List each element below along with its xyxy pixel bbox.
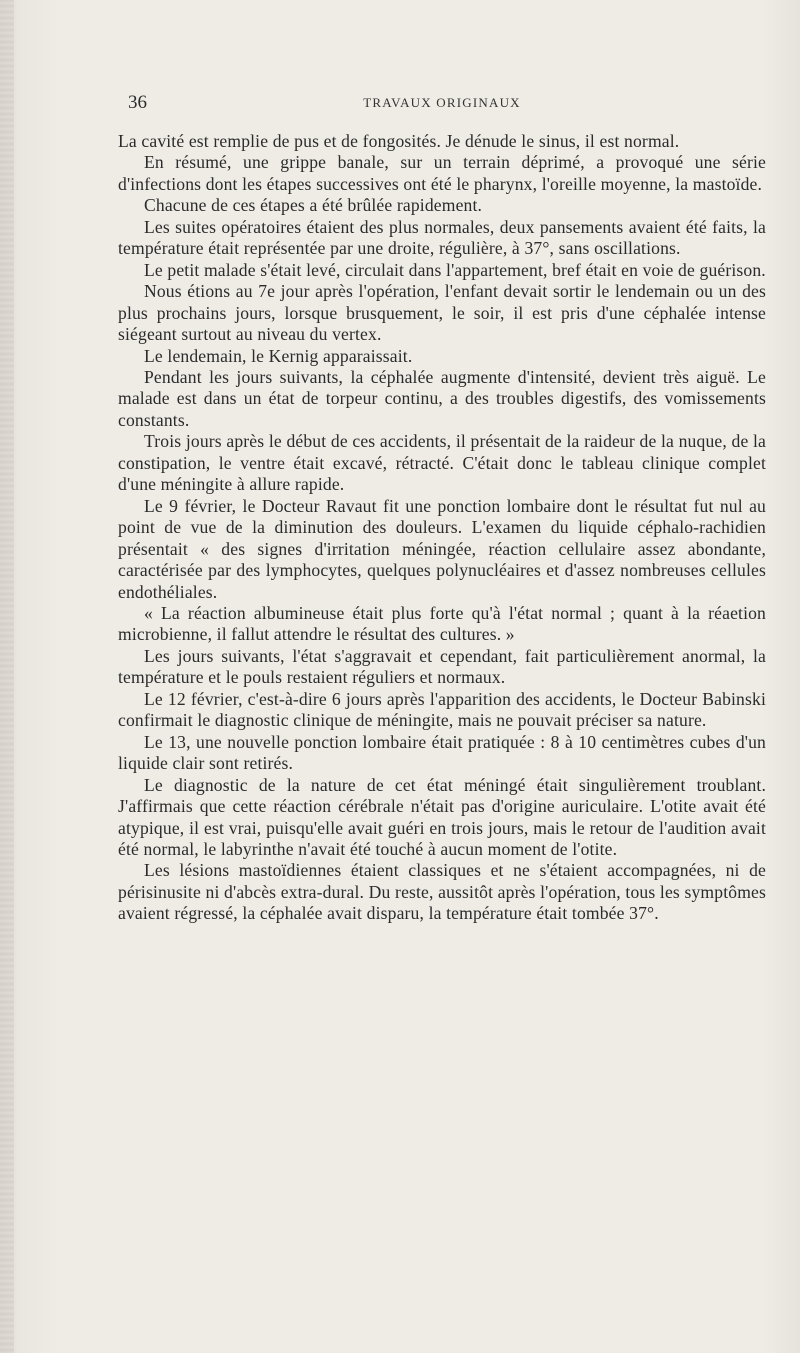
paragraph: Chacune de ces étapes a été brûlée rapidement. bbox=[144, 195, 483, 216]
paragraph: Le 12 février, c'est-à-dire 6 jours après l'apparition des accidents, le Docteur Babinski confirmait le diagnostic clinique de méningite, mais ne pouvait préciser sa nature. bbox=[118, 688, 766, 731]
body-text bbox=[118, 131, 766, 925]
paragraph: Nous étions au 7e jour après l'opération, l'enfant devait sortir le lendemain ou un des plus prochains jours, lorsque brusquement, le soir, il est pris d'une céphalée intense siégeant surtout au niveau du vertex. bbox=[118, 281, 766, 345]
paragraph: Le lendemain, le Kernig apparaissait. bbox=[144, 345, 413, 366]
running-title: TRAVAUX ORIGINAUX bbox=[363, 95, 521, 110]
paragraph: Les lésions mastoïdiennes étaient classiques et ne s'étaient accompagnées, ni de périsinusite ni d'abcès extra-dural. Du reste, aussitôt après l'opération, tous les symptômes avaient régressé, la céphalée avait disparu, la température était tombée 37°. bbox=[118, 860, 766, 924]
paragraph: En résumé, une grippe banale, sur un terrain déprimé, a provoqué une série d'infections dont les étapes successives ont été le pharynx, l'oreille moyenne, la mastoïde. bbox=[118, 152, 766, 194]
paragraph: Les jours suivants, l'état s'aggravait et cependant, fait particulièrement anormal, la température et le pouls restaient réguliers et normaux. bbox=[118, 645, 766, 688]
paragraph: La cavité est remplie de pus et de fongosités. Je dénude le sinus, il est normal. bbox=[118, 131, 680, 151]
paragraph: Le petit malade s'était levé, circulait dans l'appartement, bref était en voie de guérison. bbox=[144, 259, 766, 280]
paragraph: Les suites opératoires étaient des plus normales, deux pansements avaient été faits, la température était représentée par une droite, régulière, à 37°, sans oscillations. bbox=[118, 216, 766, 259]
paragraph: Le 13, une nouvelle ponction lombaire était pratiquée : 8 à 10 centimètres cubes d'un liquide clair sont retirés. bbox=[118, 731, 766, 774]
paragraph: Le 9 février, le Docteur Ravaut fit une ponction lombaire dont le résultat fut nul au point de vue de la diminution des douleurs. L'examen du liquide céphalo-rachidien présentait « des signes d'irritation méningée, réaction cellulaire assez abondante, caractérisée par des lymphocytes, quelques polynucléaires et d'assez nombreuses cellules endothéliales. bbox=[118, 495, 766, 602]
page-number: 36 bbox=[128, 92, 147, 113]
page-header bbox=[118, 92, 766, 116]
paragraph: « La réaction albumineuse était plus forte qu'à l'état normal ; quant à la réaetion microbienne, il fallut attendre le résultat des cultures. » bbox=[118, 602, 766, 645]
paragraph: Trois jours après le début de ces accidents, il présentait de la raideur de la nuque, de la constipation, le ventre était excavé, rétracté. C'était donc le tableau clinique complet d'une méningite à allure rapide. bbox=[118, 431, 766, 495]
paragraph: Pendant les jours suivants, la céphalée augmente d'intensité, devient très aiguë. Le malade est dans un état de torpeur continu, a des troubles digestifs, des vomissements constants. bbox=[118, 366, 766, 430]
paragraph: Le diagnostic de la nature de cet état méningé était singulièrement troublant. J'affirmais que cette réaction cérébrale n'était pas d'origine auriculaire. L'otite avait été atypique, il est vrai, puisqu'elle avait guéri en trois jours, mais le retour de l'audition avait été normal, le labyrinthe n'avait été touché à aucun moment de l'otite. bbox=[118, 774, 766, 859]
page-binding-edge bbox=[0, 0, 14, 1353]
